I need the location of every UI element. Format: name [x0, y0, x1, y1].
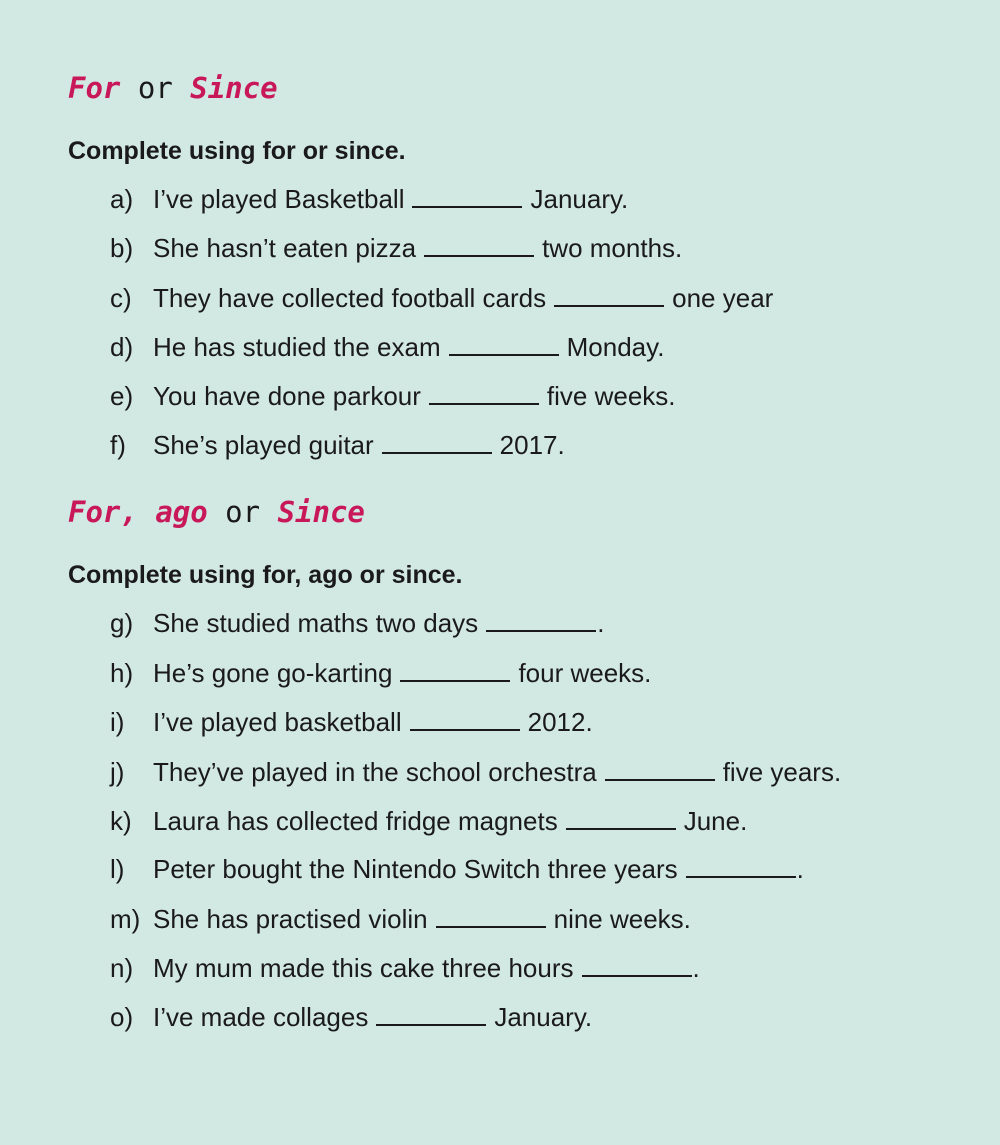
item-text-after: June.	[683, 806, 748, 836]
item-text-before: I’ve played Basketball	[153, 184, 405, 214]
item-text-after: two months.	[542, 233, 683, 263]
item-letter: d)	[110, 332, 134, 362]
item-text-after: 2012.	[527, 707, 593, 737]
heading-keyword: Since	[277, 495, 365, 529]
answer-blank[interactable]	[412, 186, 522, 208]
item-letter: b)	[110, 233, 134, 263]
item-text-after: Monday.	[566, 332, 665, 362]
item-letter: o)	[110, 1002, 134, 1032]
item-letter: h)	[110, 658, 134, 688]
item-text-before: She studied maths two days	[153, 608, 479, 638]
item-text-before: They have collected football cards	[153, 283, 547, 313]
item-letter: n)	[110, 953, 134, 983]
answer-blank[interactable]	[424, 235, 534, 257]
item-text-after: five years.	[722, 757, 842, 787]
answer-blank[interactable]	[382, 432, 492, 454]
heading-keyword: For,	[68, 495, 138, 529]
exercise-item-h	[110, 657, 651, 689]
heading-keyword: For	[68, 71, 121, 105]
item-letter: c)	[110, 283, 132, 313]
item-letter: g)	[110, 608, 134, 638]
exercise-item-g	[110, 607, 604, 639]
item-letter: j)	[110, 757, 125, 787]
item-text-after: January.	[494, 1002, 593, 1032]
section-2-heading	[68, 494, 365, 530]
answer-blank[interactable]	[449, 334, 559, 356]
item-text-before: I’ve made collages	[153, 1002, 369, 1032]
section-2-instruction: Complete using for, ago or since.	[68, 561, 463, 589]
item-text-before: She’s played guitar	[153, 430, 374, 460]
item-letter: f)	[110, 430, 126, 460]
exercise-item-d	[110, 331, 664, 363]
item-text-after: .	[796, 854, 804, 884]
answer-blank[interactable]	[429, 383, 539, 405]
item-text-after: five weeks.	[546, 381, 676, 411]
exercise-item-a	[110, 183, 628, 215]
answer-blank[interactable]	[486, 610, 596, 632]
exercise-item-o	[110, 1001, 592, 1033]
item-text-before: She hasn’t eaten pizza	[153, 233, 417, 263]
exercise-item-n	[110, 952, 700, 984]
section-1-heading	[68, 70, 278, 106]
heading-keyword: ago	[155, 495, 208, 529]
heading-joiner: or	[137, 71, 173, 105]
answer-blank[interactable]	[400, 660, 510, 682]
item-letter: a)	[110, 184, 134, 214]
answer-blank[interactable]	[566, 808, 676, 830]
answer-blank[interactable]	[410, 709, 520, 731]
item-text-after: nine weeks.	[553, 904, 691, 934]
item-text-before: He has studied the exam	[153, 332, 441, 362]
item-text-after: .	[692, 953, 700, 983]
item-text-after: .	[597, 608, 605, 638]
item-letter: i)	[110, 707, 125, 737]
item-letter: k)	[110, 806, 132, 836]
exercise-item-c	[110, 282, 773, 314]
answer-blank[interactable]	[436, 906, 546, 928]
item-text-after: 2017.	[499, 430, 565, 460]
answer-blank[interactable]	[686, 856, 796, 878]
item-text-after: four weeks.	[518, 658, 652, 688]
exercise-item-j	[110, 756, 841, 788]
item-text-before: They’ve played in the school orchestra	[153, 757, 597, 787]
item-letter: m)	[110, 904, 141, 934]
item-text-before: You have done parkour	[153, 381, 421, 411]
item-text-before: I’ve played basketball	[153, 707, 402, 737]
item-text-after: one year	[672, 283, 774, 313]
answer-blank[interactable]	[582, 955, 692, 977]
item-text-before: Laura has collected fridge magnets	[153, 806, 558, 836]
item-text-before: My mum made this cake three hours	[153, 953, 574, 983]
exercise-item-f	[110, 429, 565, 461]
heading-joiner: or	[225, 495, 261, 529]
heading-keyword: Since	[190, 71, 278, 105]
item-text-before: She has practised violin	[153, 904, 428, 934]
exercise-item-m	[110, 903, 691, 935]
item-text-before: Peter bought the Nintendo Switch three years	[153, 854, 678, 884]
exercise-item-k	[110, 805, 747, 837]
answer-blank[interactable]	[376, 1004, 486, 1026]
section-1-instruction: Complete using for or since.	[68, 137, 406, 165]
item-letter: l)	[110, 854, 125, 884]
exercise-item-l	[110, 853, 804, 885]
exercise-item-i	[110, 706, 593, 738]
answer-blank[interactable]	[554, 285, 664, 307]
exercise-item-e	[110, 380, 676, 412]
item-letter: e)	[110, 381, 134, 411]
item-text-after: January.	[530, 184, 629, 214]
exercise-item-b	[110, 232, 682, 264]
answer-blank[interactable]	[605, 759, 715, 781]
item-text-before: He’s gone go-karting	[153, 658, 393, 688]
